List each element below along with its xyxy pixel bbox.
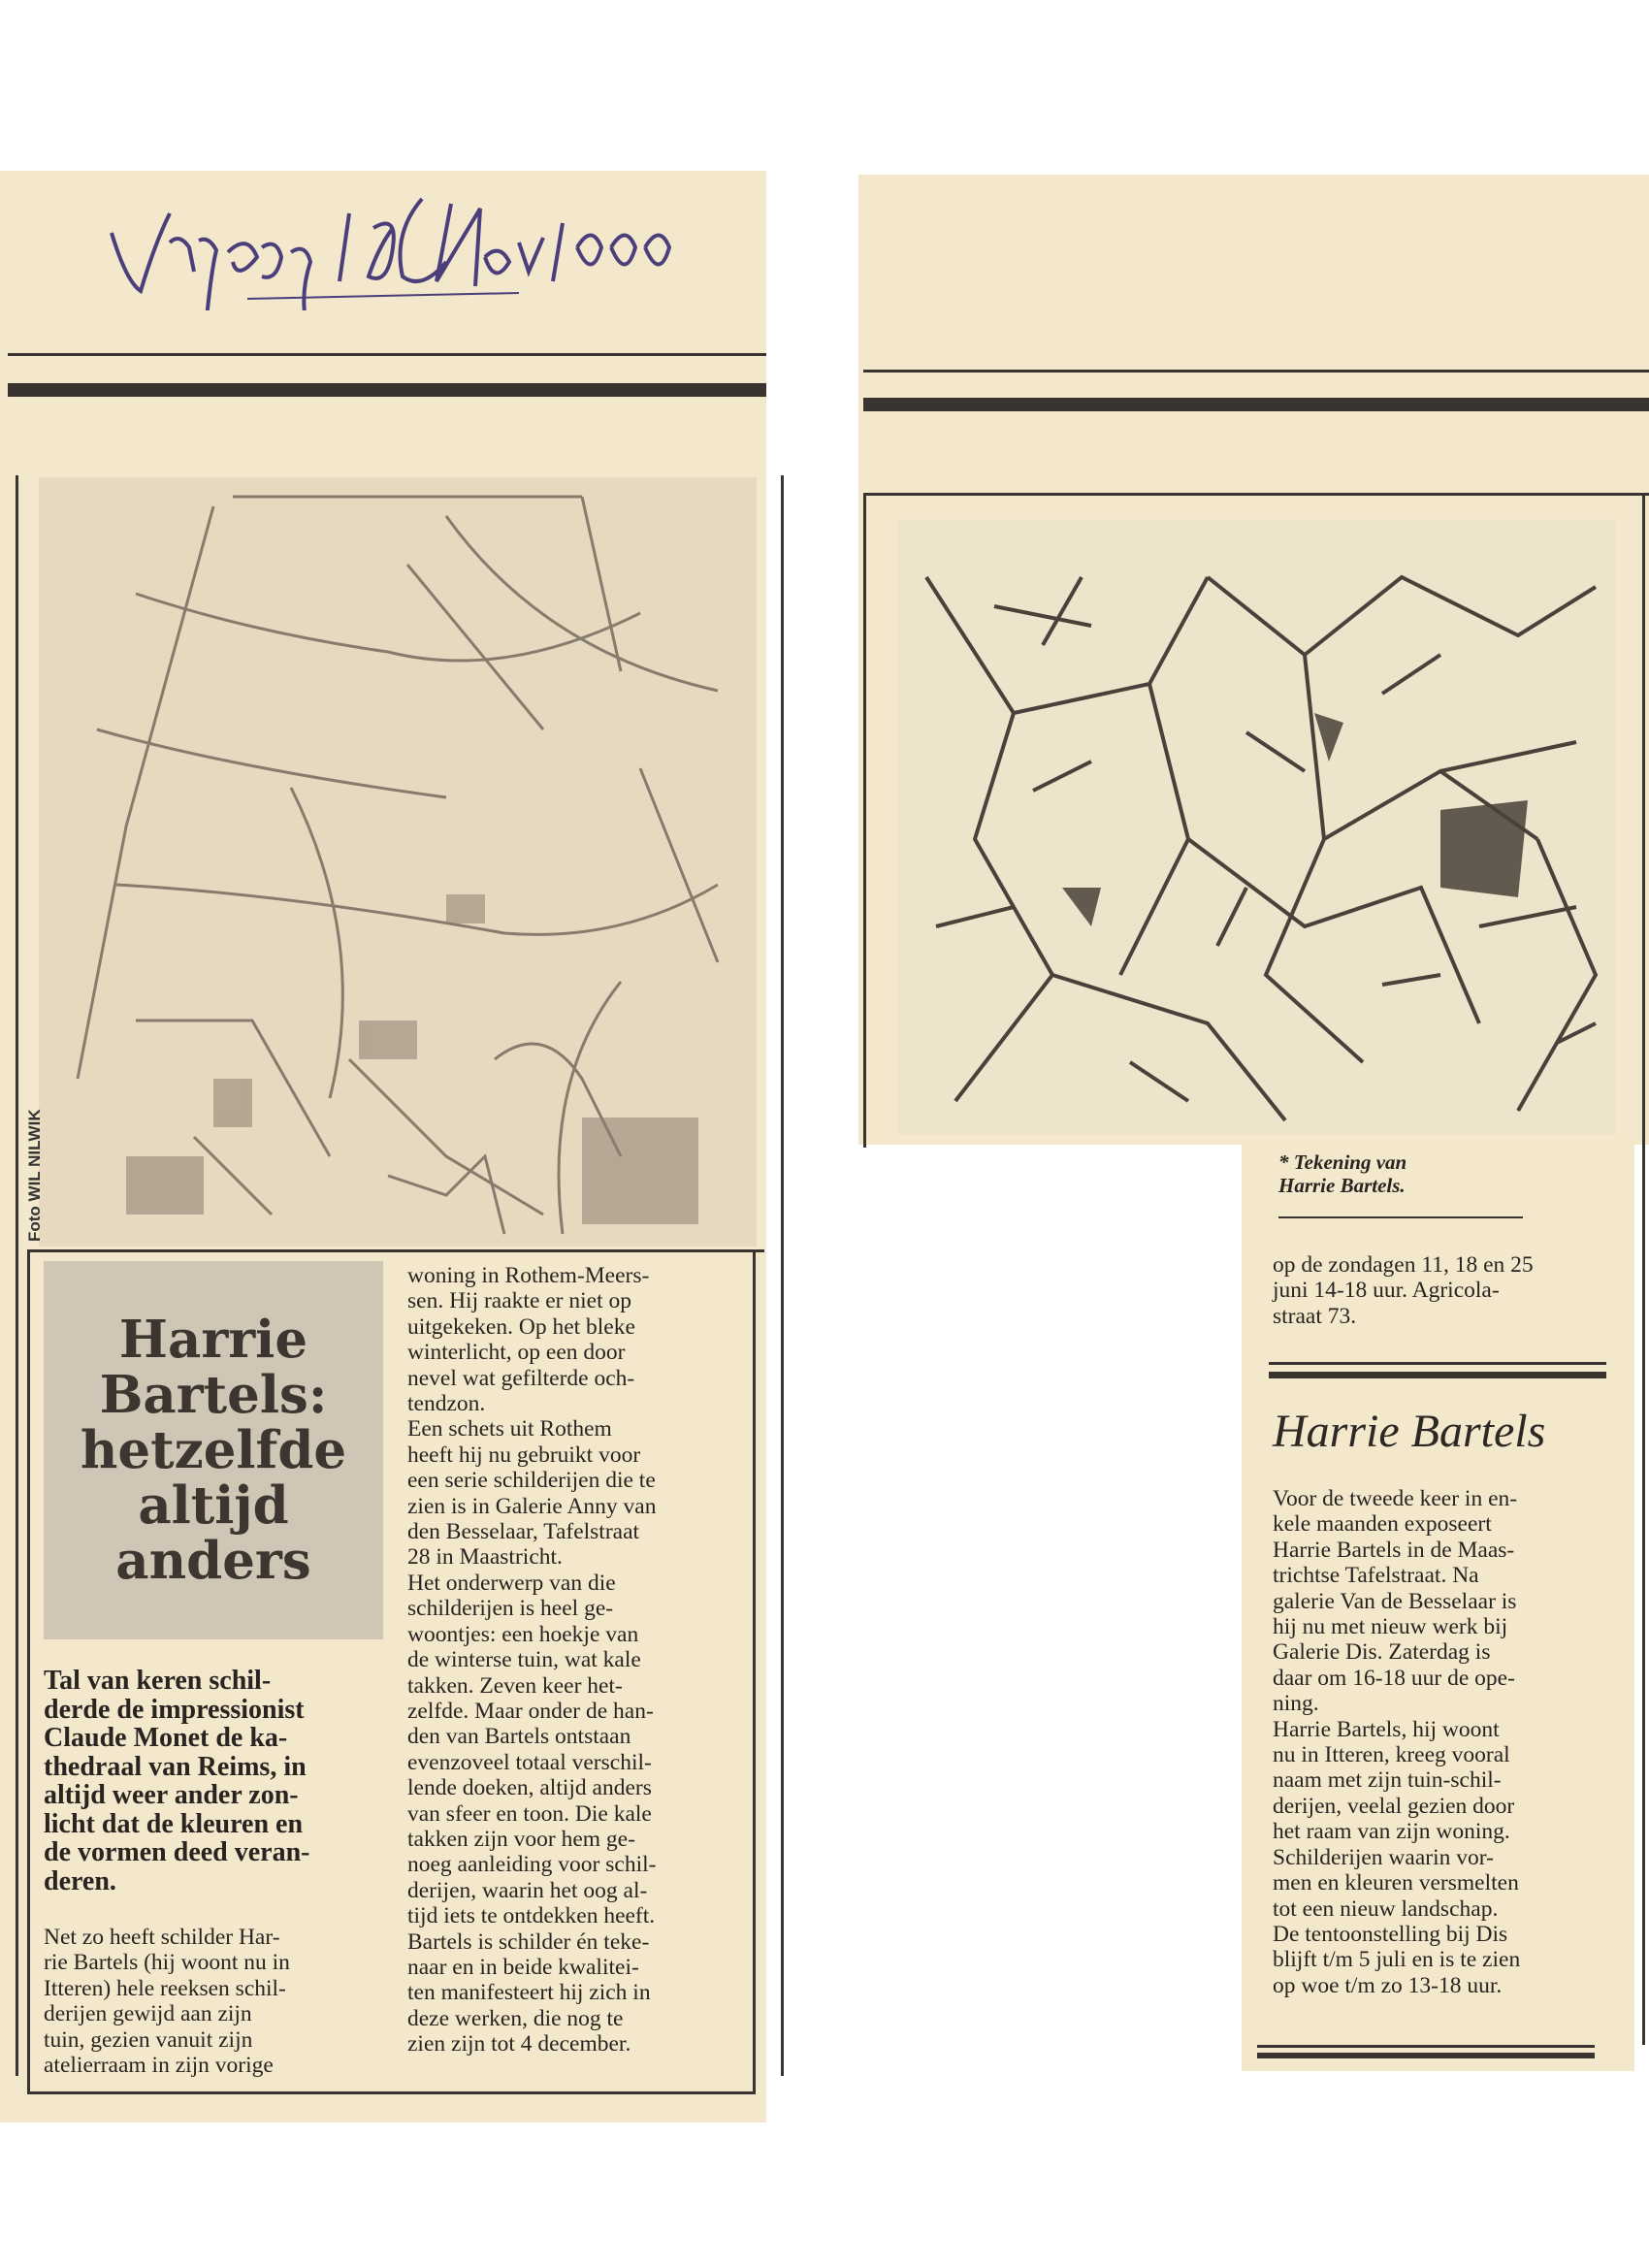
handwritten-date-signature — [102, 175, 723, 310]
right-article-text: Voor de tweede keer in en- kele maanden exposeert Harrie Bartels in de Maas- trichtse Tafelstraat. Na galerie Van de Besselaar is hij nu met nieuw werk bij Galerie Dis. Zaterdag is daar om 16-18 uur de ope- ning. Harrie Bartels, hij woont nu in Itteren, kreeg vooral naam met zijn tuin-schil- derijen, veelal gezien door het raam van zijn woning. Schilderijen waarin vor- men en kleuren versmelten tot een nieuw landschap. De tentoonstelling bij Dis blijft t/m 5 juli en is te zien op woe t/m zo 13-18 uur. — [1273, 1486, 1521, 1998]
right-top-thick-rule — [863, 398, 1649, 411]
left-photo-frame-left — [16, 475, 18, 2076]
section-rule-top — [1269, 1362, 1606, 1365]
top-thick-rule — [8, 383, 766, 397]
right-article-body — [1273, 1486, 1614, 1998]
bottom-rule-thick — [1257, 2053, 1595, 2058]
section-rule-thick — [1269, 1372, 1606, 1378]
article-frame-right — [753, 1249, 756, 2093]
drawing-caption: * Tekening van Harrie Bartels. — [1278, 1150, 1407, 1197]
left-frame-right — [781, 475, 784, 2076]
caption-rule — [1278, 1216, 1523, 1218]
right-frame-left — [863, 493, 866, 1148]
headline: Harrie Bartels: hetzelfde altijd anders — [80, 1309, 347, 1591]
article-frame-left — [27, 1249, 30, 2093]
drawing-photo — [897, 519, 1615, 1135]
photo-credit: Foto WIL NILWIK — [25, 1109, 44, 1242]
article-frame-bottom — [27, 2091, 756, 2094]
column-1-text: Net zo heeft schilder Har- rie Bartels (hij woont nu in Itteren) hele reeksen schil- derijen gewijd aan zijn tuin, gezien vanuit zijn atelierraam in zijn vorige — [44, 1925, 290, 2079]
dates-text: op de zondagen 11, 18 en 25 juni 14-18 uur. Agricola- straat 73. — [1273, 1252, 1534, 1329]
top-rule — [8, 353, 766, 356]
article-column-1 — [44, 1925, 369, 2078]
painting-photo — [39, 477, 757, 1247]
bottom-rule-thin — [1257, 2045, 1595, 2048]
lead-paragraph: Tal van keren schil- derde de impressionist Claude Monet de ka- thedraal van Reims, in altijd weer ander zon- licht dat de kleuren en de vormen deed veran- deren. — [44, 1666, 310, 1896]
right-frame-top — [863, 493, 1649, 496]
right-frame-right — [1642, 493, 1645, 2045]
column-2-text: woning in Rothem-Meers- sen. Hij raakte er niet op uitgekeken. Op het bleke winterlicht, op een door nevel wat gefilterde och- tendzon. Een schets uit Rothem heeft hij nu gebruikt voor een serie schilderijen die te zien is in Galerie Anny van den Besselaar, Tafelstraat 28 in Maastricht. Het onderwerp van die schilderijen is heel ge- woontjes: een hoekje van de winterse tuin, wat kale takken. Zeven keer het- zelfde. Maar onder de han- den van Bartels ontstaan evenzoveel totaal verschil- lende doeken, altijd anders van sfeer en toon. Die kale takken zijn voor hem ge- noeg aanleiding voor schil- derijen, waarin het oog al- tijd iets te ontdekken heeft. Bartels is schilder én teke- naar en in beide kwalitei- ten manifesteert hij zich in deze werken, die nog te zien zijn tot 4 december. — [407, 1263, 657, 2057]
headline-box — [44, 1261, 383, 1639]
article-title: Harrie Bartels — [1273, 1406, 1546, 1457]
article-column-2 — [407, 1263, 737, 2057]
article-frame-top — [27, 1249, 764, 1252]
right-top-rule — [863, 370, 1649, 373]
dates-text-block — [1273, 1252, 1612, 1329]
